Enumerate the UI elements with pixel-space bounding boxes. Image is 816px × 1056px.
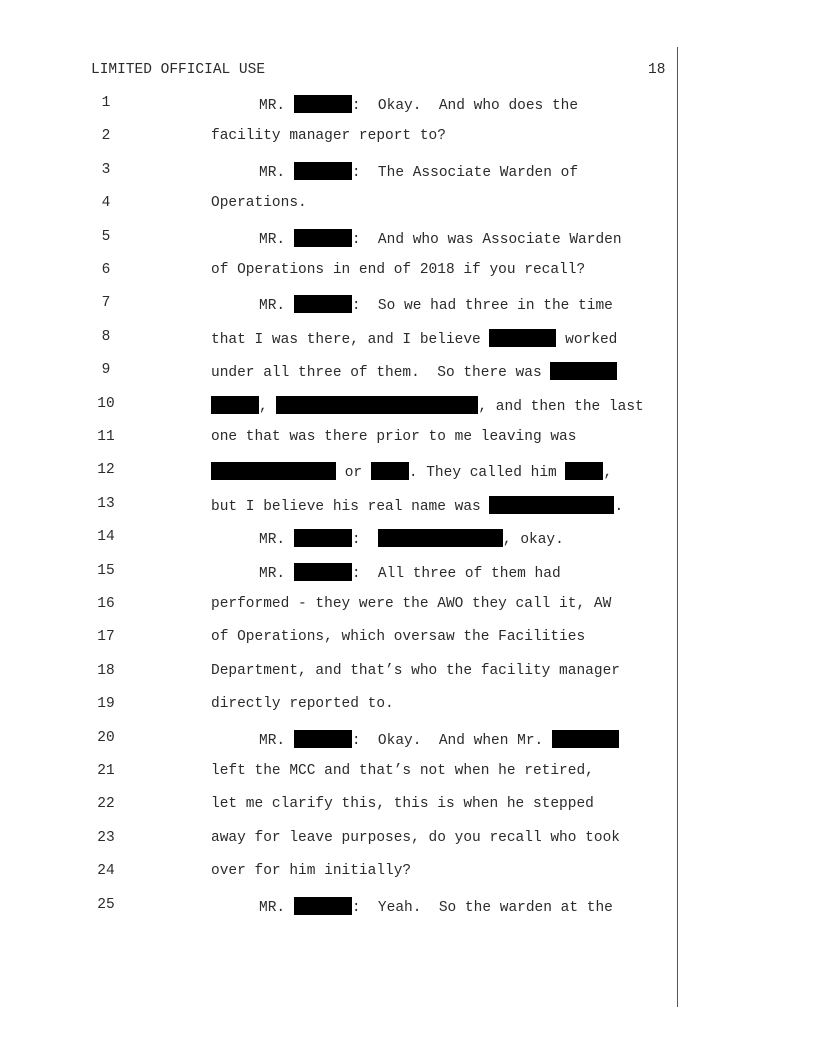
text-segment: or bbox=[336, 465, 371, 482]
line-number: 12 bbox=[97, 462, 115, 479]
transcript-line bbox=[0, 763, 680, 783]
line-text bbox=[211, 496, 623, 515]
text-segment: but I believe his real name was bbox=[211, 498, 490, 515]
transcript-line bbox=[0, 897, 680, 917]
transcript-line bbox=[0, 229, 680, 249]
line-number: 1 bbox=[101, 95, 111, 111]
redaction-box bbox=[276, 396, 478, 414]
transcript-line bbox=[0, 696, 680, 716]
redaction-box bbox=[294, 295, 352, 313]
line-text bbox=[211, 796, 594, 812]
redaction-box bbox=[294, 563, 352, 581]
text-segment: over for him initially? bbox=[211, 863, 412, 880]
redaction-box bbox=[294, 897, 352, 915]
line-number: 4 bbox=[101, 195, 111, 212]
text-segment: : All three of them had bbox=[351, 565, 561, 582]
redaction-box bbox=[565, 462, 603, 480]
line-number: 23 bbox=[97, 829, 115, 846]
transcript-line bbox=[0, 596, 680, 616]
line-text bbox=[211, 596, 611, 612]
line-number: 15 bbox=[97, 562, 115, 579]
transcript-line bbox=[0, 295, 680, 315]
text-segment: : Okay. And when Mr. bbox=[351, 732, 552, 749]
redaction-box bbox=[489, 496, 614, 514]
text-segment: : Yeah. So the warden at the bbox=[351, 899, 613, 916]
line-text bbox=[211, 663, 620, 679]
line-number: 17 bbox=[97, 629, 115, 646]
line-text bbox=[259, 95, 578, 114]
text-segment: MR. bbox=[259, 98, 294, 114]
transcript-line bbox=[0, 128, 680, 148]
transcript-line bbox=[0, 329, 680, 349]
transcript-line bbox=[0, 529, 680, 549]
text-segment: facility manager report to? bbox=[211, 128, 446, 145]
text-segment: let me clarify this, this is when he stepped bbox=[211, 796, 594, 813]
redaction-box bbox=[294, 95, 352, 113]
transcript-line bbox=[0, 730, 680, 750]
line-number: 5 bbox=[101, 228, 111, 245]
line-text bbox=[211, 763, 594, 779]
line-number: 21 bbox=[97, 763, 115, 779]
line-number: 25 bbox=[97, 896, 115, 913]
text-segment: directly reported to. bbox=[211, 696, 394, 713]
line-number: 22 bbox=[97, 796, 115, 813]
text-segment: : So we had three in the time bbox=[351, 298, 613, 315]
redaction-box bbox=[552, 730, 619, 748]
text-segment: MR. bbox=[259, 164, 294, 181]
text-segment: that I was there, and I believe bbox=[211, 331, 490, 348]
transcript-line bbox=[0, 830, 680, 850]
line-number: 11 bbox=[97, 429, 115, 445]
line-number: 18 bbox=[97, 662, 115, 679]
text-segment: MR. bbox=[259, 899, 294, 916]
line-number: 7 bbox=[101, 295, 111, 312]
redaction-box bbox=[211, 396, 259, 414]
transcript-line bbox=[0, 262, 680, 282]
text-segment: , okay. bbox=[502, 532, 564, 549]
redaction-box bbox=[550, 362, 617, 380]
transcript-line bbox=[0, 95, 680, 115]
redaction-box bbox=[294, 229, 352, 247]
line-number: 14 bbox=[97, 529, 115, 546]
redaction-box bbox=[294, 730, 352, 748]
line-number: 16 bbox=[97, 596, 115, 612]
transcript-line bbox=[0, 362, 680, 382]
line-text bbox=[211, 429, 576, 445]
text-segment: . bbox=[614, 498, 624, 515]
line-number: 3 bbox=[101, 161, 111, 178]
text-segment: MR. bbox=[259, 231, 294, 248]
text-segment: of Operations in end of 2018 if you recall? bbox=[211, 262, 586, 278]
line-text bbox=[211, 362, 617, 381]
transcript-line bbox=[0, 863, 680, 883]
line-text bbox=[211, 830, 620, 846]
transcript-line bbox=[0, 429, 680, 449]
transcript-line bbox=[0, 796, 680, 816]
line-text bbox=[259, 563, 561, 582]
text-segment: away for leave purposes, do you recall who took bbox=[211, 829, 620, 846]
transcript-line bbox=[0, 663, 680, 683]
line-text bbox=[259, 229, 622, 248]
line-number: 13 bbox=[97, 495, 115, 512]
text-segment: MR. bbox=[259, 732, 294, 749]
line-text bbox=[259, 730, 619, 749]
line-text bbox=[259, 897, 613, 916]
redaction-box bbox=[378, 529, 503, 547]
line-number: 6 bbox=[101, 262, 111, 278]
text-segment: under all three of them. So there was bbox=[211, 365, 551, 382]
text-segment: of Operations, which oversaw the Facilities bbox=[211, 629, 586, 646]
text-segment: performed - they were the AWO they call it, AW bbox=[211, 596, 612, 612]
redaction-box bbox=[489, 329, 556, 347]
line-text bbox=[259, 295, 613, 314]
line-text bbox=[211, 329, 617, 348]
line-number: 19 bbox=[97, 696, 115, 713]
transcript-line bbox=[0, 629, 680, 649]
text-segment: : And who was Associate Warden bbox=[351, 231, 622, 248]
text-segment: : Okay. And who does the bbox=[351, 98, 579, 114]
page-number: 18 bbox=[648, 62, 666, 78]
line-number: 10 bbox=[97, 395, 115, 412]
redaction-box bbox=[294, 162, 352, 180]
text-segment: MR. bbox=[259, 298, 294, 315]
line-text bbox=[211, 195, 307, 211]
redaction-box bbox=[294, 529, 352, 547]
text-segment: , and then the last bbox=[478, 398, 644, 415]
line-number: 8 bbox=[101, 328, 111, 345]
line-text bbox=[211, 262, 585, 278]
line-text bbox=[211, 629, 585, 645]
line-text bbox=[211, 128, 446, 144]
transcript-line bbox=[0, 496, 680, 516]
line-text bbox=[211, 396, 644, 415]
text-segment: MR. bbox=[259, 532, 294, 549]
text-segment: worked bbox=[556, 331, 618, 348]
line-text bbox=[211, 696, 394, 712]
text-segment: MR. bbox=[259, 565, 294, 582]
line-number: 9 bbox=[101, 362, 111, 379]
line-text bbox=[259, 162, 578, 181]
line-number: 2 bbox=[101, 128, 111, 145]
text-segment: : bbox=[351, 532, 378, 549]
line-number: 24 bbox=[97, 863, 115, 880]
line-number: 20 bbox=[97, 729, 115, 746]
text-segment: : The Associate Warden of bbox=[351, 164, 579, 181]
text-segment: . They called him bbox=[408, 465, 566, 482]
text-segment: Operations. bbox=[211, 195, 307, 212]
line-text bbox=[211, 462, 612, 481]
line-text bbox=[211, 863, 411, 879]
text-segment: Department, and that’s who the facility manager bbox=[211, 662, 620, 679]
text-segment: one that was there prior to me leaving was bbox=[211, 429, 577, 445]
transcript-line bbox=[0, 195, 680, 215]
redaction-box bbox=[211, 462, 336, 480]
text-segment: , bbox=[603, 465, 613, 482]
transcript-line bbox=[0, 162, 680, 182]
transcript-line bbox=[0, 462, 680, 482]
transcript-line bbox=[0, 396, 680, 416]
text-segment: , bbox=[259, 398, 277, 415]
text-segment: left the MCC and that’s not when he retired, bbox=[211, 763, 594, 779]
line-text bbox=[259, 529, 564, 548]
transcript-line bbox=[0, 563, 680, 583]
classification-header: LIMITED OFFICIAL USE bbox=[91, 62, 266, 78]
redaction-box bbox=[371, 462, 409, 480]
